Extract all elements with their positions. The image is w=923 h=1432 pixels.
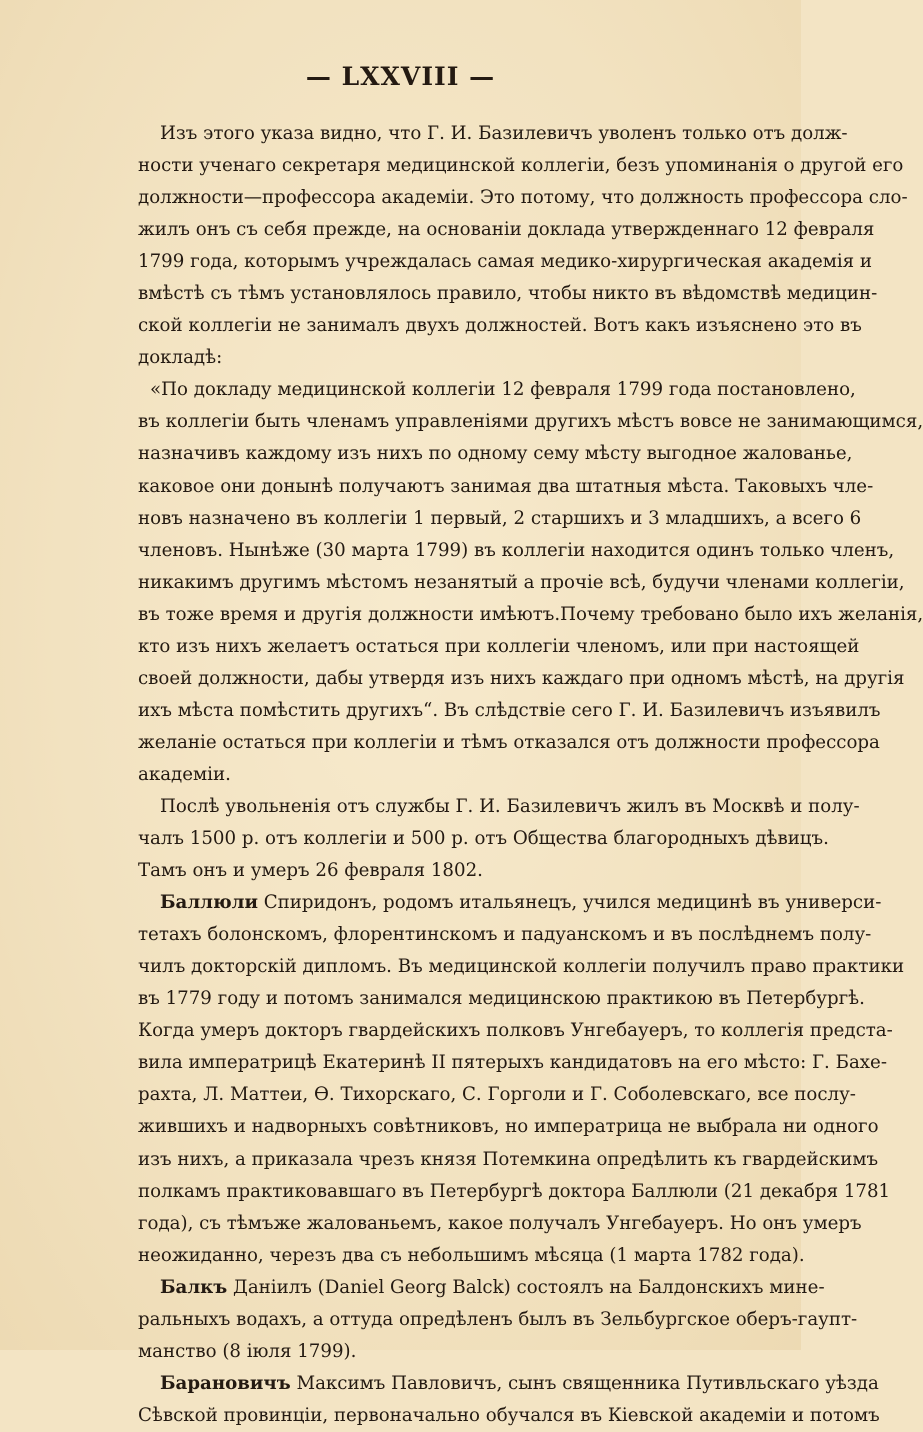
line-text: должности—профессора академіи. Это потому, что должность профессора сло- xyxy=(138,187,908,209)
text-line xyxy=(138,310,862,342)
line-text: жилъ онъ съ себя прежде, на основаніи доклада утвержденнаго 12 февраля xyxy=(138,219,875,241)
line-text: изъ нихъ, а приказала чрезъ князя Потемкина опредѣлить къ гвардейскимъ xyxy=(138,1148,879,1170)
text-line xyxy=(138,406,923,438)
line-text: членовъ. Нынѣже (30 марта 1799) въ коллегіи находится одинъ только членъ, xyxy=(138,539,895,561)
line-text: кто изъ нихъ желаетъ остаться при коллегіи членомъ, или при настоящей xyxy=(138,635,860,657)
line-text: Спиридонъ, родомъ итальянецъ, учился медицинѣ въ универси- xyxy=(257,892,882,914)
text-line xyxy=(138,695,881,727)
text-line xyxy=(138,1079,856,1111)
line-text: манство (8 іюля 1799). xyxy=(138,1340,357,1362)
text-line xyxy=(138,246,873,278)
line-text: докладѣ: xyxy=(138,347,223,369)
entry-headword: Барановичъ xyxy=(160,1372,291,1394)
text-line xyxy=(138,951,905,983)
line-text: въ тоже время и другія должности имѣютъ.Почему требовано было ихъ желанія, xyxy=(138,603,923,625)
line-text: ской коллегіи не занималъ двухъ должностей. Вотъ какъ изъяснено это въ xyxy=(138,315,862,337)
text-line xyxy=(138,567,905,599)
text-line xyxy=(138,182,908,214)
line-text: Сѣвской провинціи, первоначально обучался въ Кіевской академіи и потомъ xyxy=(138,1404,880,1426)
line-text: новъ назначено въ коллегіи 1 первый, 2 старшихъ и 3 младшихъ, а всего 6 xyxy=(138,507,862,529)
text-line xyxy=(138,118,848,150)
text-line xyxy=(138,983,865,1015)
text-line xyxy=(138,855,793,887)
line-text: никакимъ другимъ мѣстомъ незанятый а прочіе всѣ, будучи членами коллегіи, xyxy=(138,571,905,593)
text-line xyxy=(138,1272,825,1304)
line-text: рахта, Л. Маттеи, Ѳ. Тихорскаго, С. Горголи и Г. Соболевскаго, все послу- xyxy=(138,1084,856,1106)
text-line xyxy=(138,1400,880,1432)
text-line xyxy=(138,471,874,503)
line-text: каковое они донынѣ получаютъ занимая два штатныя мѣста. Таковыхъ чле- xyxy=(138,475,874,497)
line-text: Послѣ увольненія отъ службы Г. И. Базилевичъ жилъ въ Москвѣ и полу- xyxy=(160,795,860,817)
text-line xyxy=(138,791,860,823)
text-line xyxy=(138,1047,887,1079)
line-text: своей должности, дабы утвердя изъ нихъ каждаго при одномъ мѣстѣ, на другія xyxy=(138,667,905,689)
body-text xyxy=(138,118,923,1432)
text-line xyxy=(138,150,904,182)
line-text: ихъ мѣста помѣстить другихъ“. Въ слѣдствіе сего Г. И. Базилевичъ изъявилъ xyxy=(138,699,881,721)
text-line xyxy=(138,1304,858,1336)
line-text: желаніе остаться при коллегіи и тѣмъ отказался отъ должности профессора xyxy=(138,731,880,753)
line-text: чилъ докторскій дипломъ. Въ медицинской коллегіи получилъ право практики xyxy=(138,956,905,978)
text-line xyxy=(138,663,905,695)
text-line xyxy=(138,1144,879,1176)
line-text: академіи. xyxy=(138,763,231,785)
page-number: — LXXVIII — xyxy=(305,62,496,91)
line-text: вмѣстѣ съ тѣмъ установлялось правило, чтобы никто въ вѣдомствѣ медицин- xyxy=(138,283,878,305)
line-text: ности ученаго секретаря медицинской коллегіи, безъ упоминанія о другой его xyxy=(138,155,904,177)
line-text: Даніилъ (Daniel Georg Balck) состоялъ на Балдонскихъ мине- xyxy=(227,1276,825,1298)
line-text: Изъ этого указа видно, что Г. И. Базилевичъ уволенъ только отъ долж- xyxy=(160,123,848,144)
text-line xyxy=(138,278,878,310)
line-text: тетахъ болонскомъ, флорентинскомъ и падуанскомъ и въ послѣднемъ полу- xyxy=(138,924,872,946)
text-line xyxy=(138,535,895,567)
text-line xyxy=(138,759,793,791)
line-text: полкамъ практиковавшаго въ Петербургѣ доктора Баллюли (21 декабря 1781 xyxy=(138,1180,891,1202)
line-text: въ коллегіи быть членамъ управленіями другихъ мѣстъ вовсе не занимающимся, xyxy=(138,411,923,433)
line-text: жившихъ и надворныхъ совѣтниковъ, но императрица не выбрала ни одного xyxy=(138,1116,879,1138)
text-line xyxy=(138,374,856,406)
line-text: Когда умеръ докторъ гвардейскихъ полковъ Унгебауеръ, то коллегія предста- xyxy=(138,1020,893,1042)
entry-headword: Баллюли xyxy=(160,892,258,914)
text-line xyxy=(138,599,923,631)
line-text: назначивъ каждому изъ нихъ по одному сему мѣсту выгодное жалованье, xyxy=(138,443,853,465)
line-text: неожиданно, черезъ два съ небольшимъ мѣсяца (1 марта 1782 года). xyxy=(138,1244,805,1266)
text-line xyxy=(138,1240,805,1272)
text-line xyxy=(138,727,880,759)
line-text: года), съ тѣмъже жалованьемъ, какое получалъ Унгебауеръ. Но онъ умеръ xyxy=(138,1212,862,1234)
text-line xyxy=(138,919,872,951)
text-line xyxy=(138,1015,893,1047)
line-text: 1799 года, которымъ учреждалась самая медико-хирургическая академія и xyxy=(138,251,873,273)
text-line xyxy=(138,438,853,470)
text-line xyxy=(138,503,862,535)
text-line xyxy=(138,1111,879,1143)
text-line xyxy=(138,1208,862,1240)
line-text: чалъ 1500 р. отъ коллегіи и 500 р. отъ Общества благородныхъ дѣвицъ. xyxy=(138,828,829,850)
entry-headword: Балкъ xyxy=(160,1276,228,1298)
text-line xyxy=(138,342,793,374)
text-line xyxy=(138,823,829,855)
text-line xyxy=(138,1368,879,1400)
text-line xyxy=(138,214,875,246)
line-text: Максимъ Павловичъ, сынъ священника Путивльскаго уѣзда xyxy=(290,1372,879,1394)
line-text: вила императрицѣ Екатеринѣ II пятерыхъ кандидатовъ на его мѣсто: Г. Бахе- xyxy=(138,1052,887,1074)
line-text: въ 1779 году и потомъ занимался медицинскою практикою въ Петербургѣ. xyxy=(138,988,865,1010)
text-line xyxy=(138,1336,793,1368)
text-line xyxy=(138,1176,891,1208)
line-text: ральныхъ водахъ, а оттуда опредѣленъ былъ въ Зельбургское оберъ-гаупт- xyxy=(138,1308,858,1330)
line-text: «По докладу медицинской коллегіи 12 февраля 1799 года постановлено, xyxy=(150,379,856,401)
text-line xyxy=(138,631,860,663)
line-text: Тамъ онъ и умеръ 26 февраля 1802. xyxy=(138,860,483,882)
text-line xyxy=(138,887,882,919)
